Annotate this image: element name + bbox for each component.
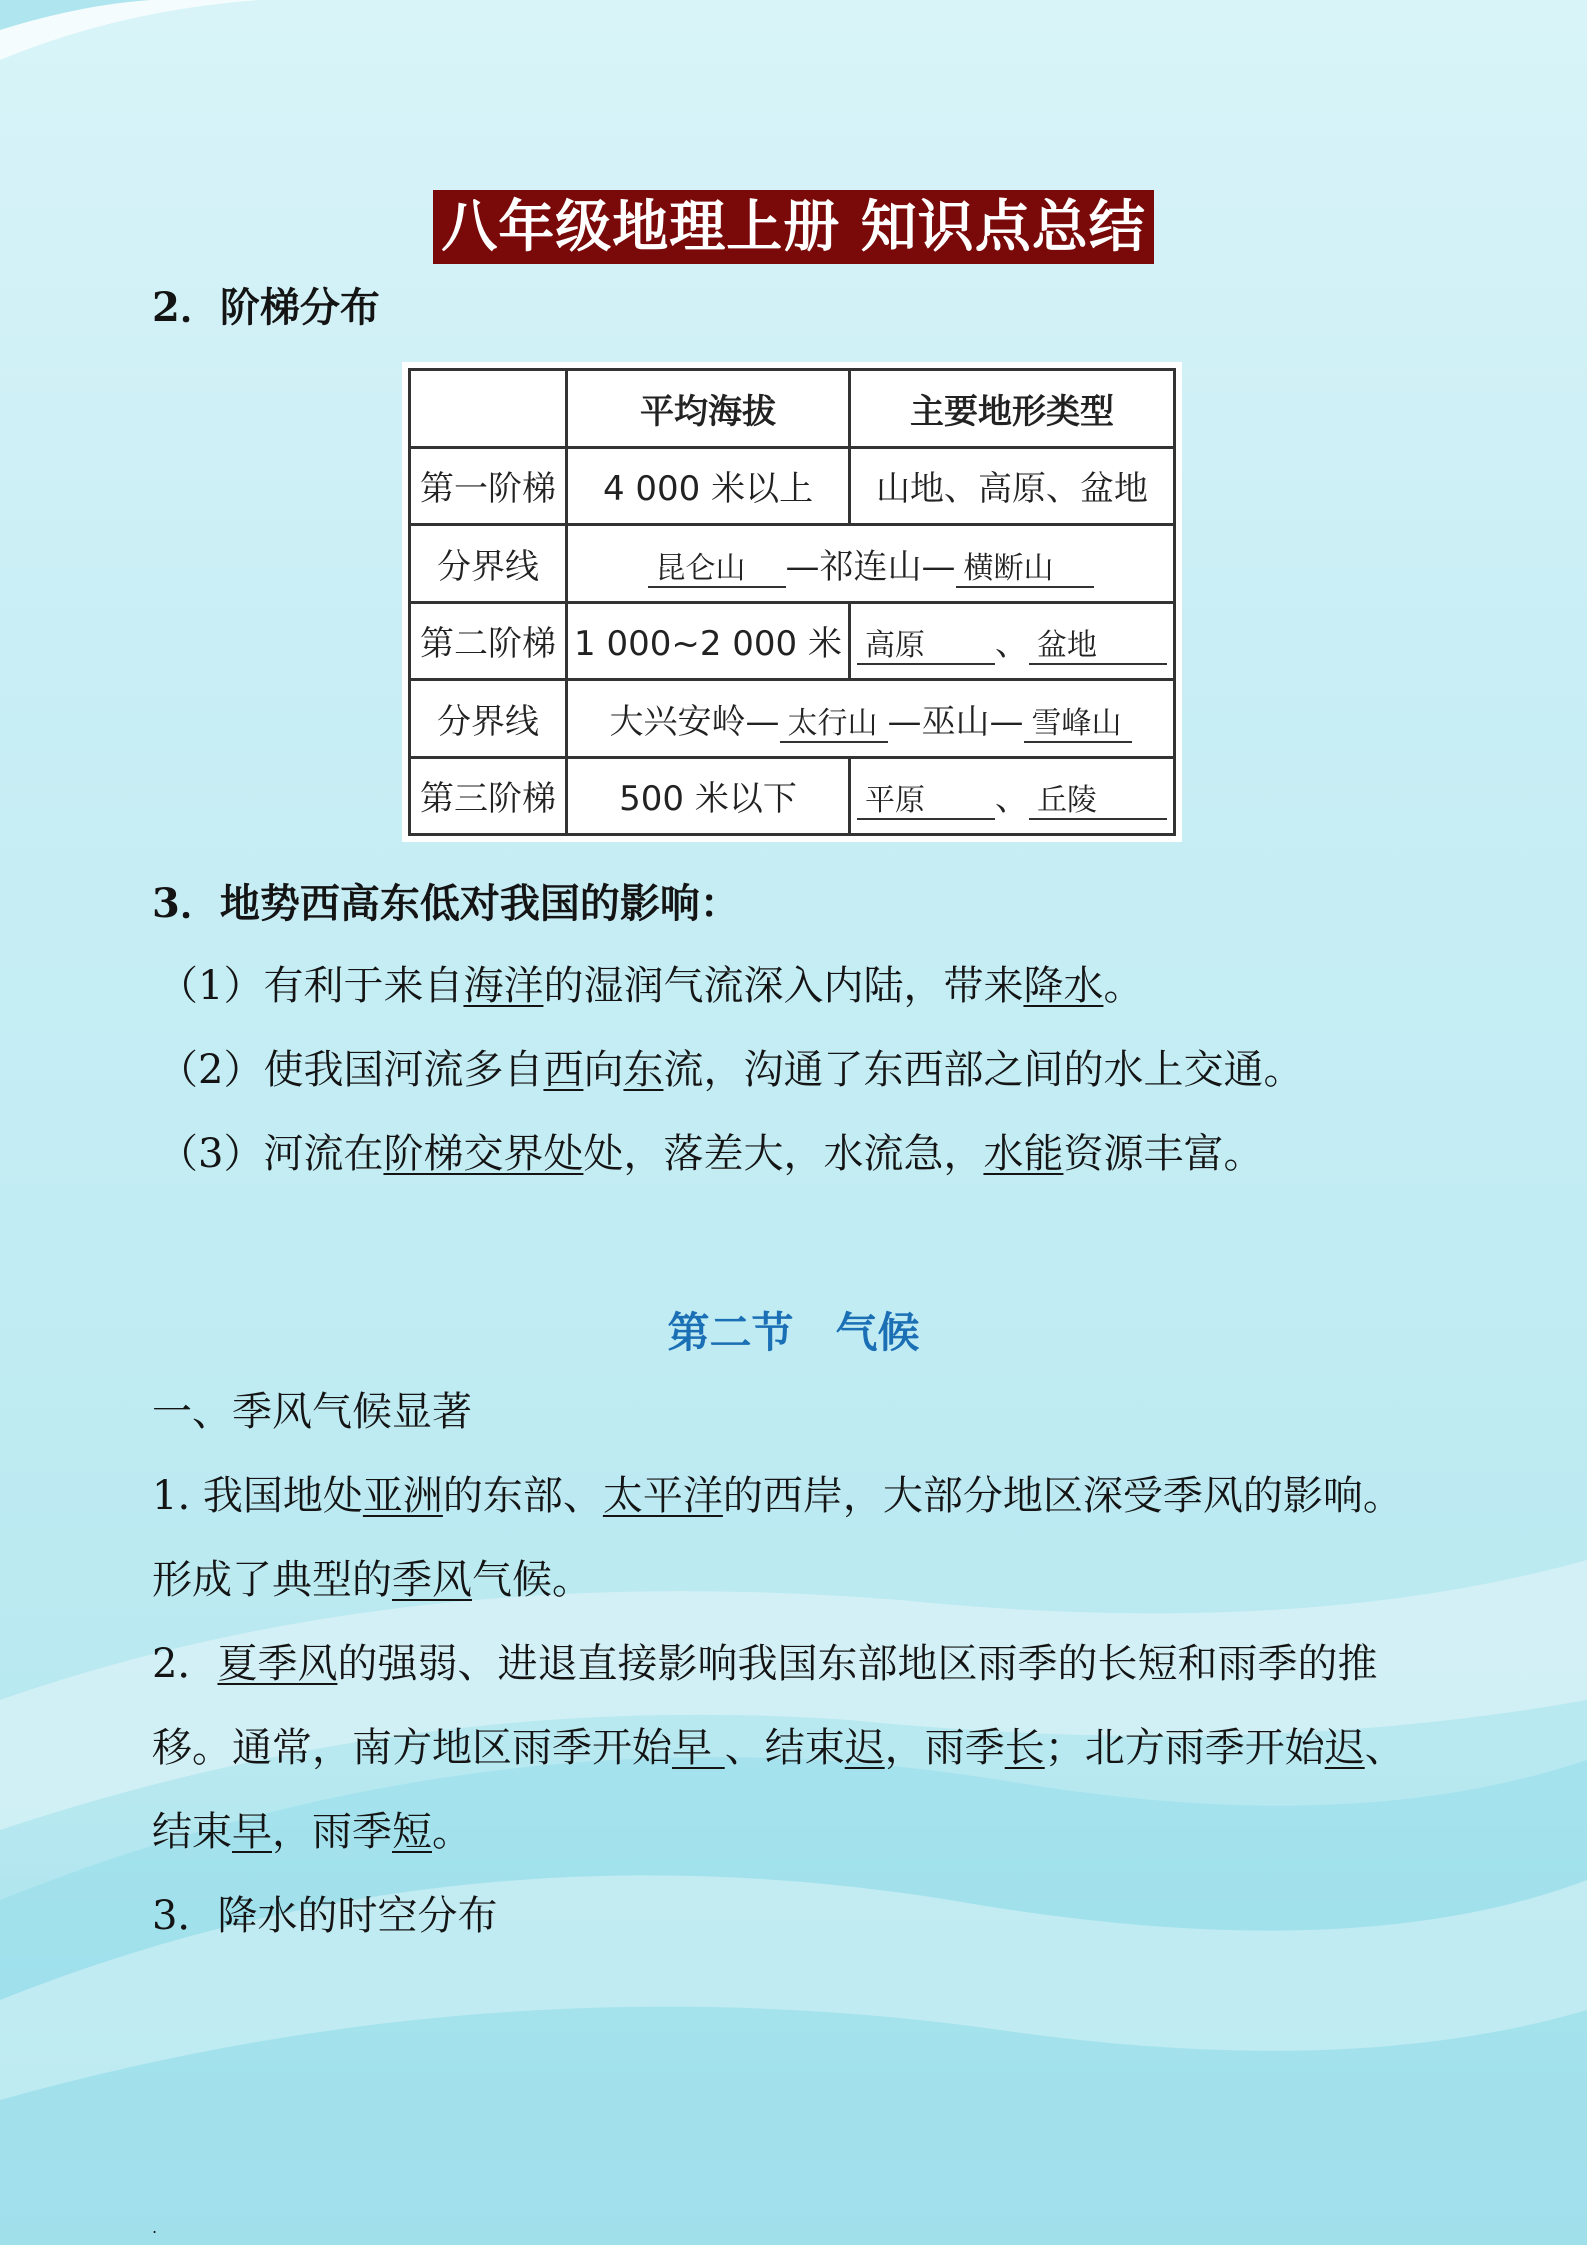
answer-blank: 东 (623, 1047, 664, 1093)
table-row-boundary2 (410, 680, 1175, 758)
step2-blank-b: 盆地 (1029, 629, 1167, 665)
boundary2-cell (567, 680, 1175, 758)
answer-blank: 亚洲 (362, 1473, 443, 1519)
answer-blank: 夏季风 (217, 1641, 338, 1687)
boundary2-blank-a: 太行山 (780, 707, 888, 743)
monsoon-sentence-3: 3．降水的时空分布 (152, 1893, 498, 1939)
step3-blank-b: 丘陵 (1029, 784, 1167, 820)
footer-dot: . (152, 2218, 158, 2237)
monsoon-sentence-1 (152, 1470, 1403, 1522)
step1-label: 第一阶梯 (410, 447, 567, 525)
text-run: （2）使我国河流多自 (158, 1047, 544, 1093)
boundary2-pre: 大兴安岭— (609, 701, 780, 742)
text-run: 结束 (152, 1809, 232, 1855)
page-title: 八年级地理上册 知识点总结 (433, 190, 1154, 264)
answer-blank: 降水 (1023, 963, 1104, 1009)
text-run: 移。通常，南方地区雨季开始 (152, 1725, 672, 1771)
step3-terrain (850, 757, 1175, 835)
step1-altitude: 4 000 米以上 (567, 447, 850, 525)
text-run: 资源丰富。 (1063, 1131, 1264, 1177)
text-run: 向 (583, 1047, 624, 1093)
step2-sep: 、 (995, 624, 1029, 665)
table-row-step1 (410, 447, 1175, 525)
table-header-terrain: 主要地形类型 (850, 370, 1175, 448)
step3-label: 第三阶梯 (410, 757, 567, 835)
text-run: 形成了典型的 (152, 1557, 392, 1603)
text-run: 、 (1364, 1725, 1405, 1771)
table-header-altitude: 平均海拔 (567, 370, 850, 448)
steps-heading: 2．阶梯分布 (152, 284, 380, 331)
influence-point-2 (158, 1044, 1303, 1096)
answer-blank: 太平洋 (602, 1473, 723, 1519)
text-run: 、结束 (724, 1725, 845, 1771)
boundary1-label: 分界线 (410, 525, 567, 603)
text-run: 处，落差大，水流急， (583, 1131, 984, 1177)
text-run: 气候。 (472, 1557, 592, 1603)
answer-blank: 长 (1004, 1725, 1045, 1771)
step3-altitude: 500 米以下 (567, 757, 850, 835)
table-header-row (410, 370, 1175, 448)
influence-heading: 3．地势西高东低对我国的影响： (152, 880, 740, 927)
boundary1-sep: —祁连山— (785, 546, 956, 587)
answer-blank: 早 (232, 1809, 272, 1855)
answer-blank: 阶梯交界处 (383, 1131, 584, 1177)
boundary2-sep: —巫山— (887, 701, 1024, 742)
answer-blank: 短 (392, 1809, 432, 1855)
monsoon-heading: 一、季风气候显著 (152, 1389, 472, 1435)
text-run: 流，沟通了东西部之间的水上交通。 (663, 1047, 1304, 1093)
influence-point-3 (158, 1128, 1263, 1180)
text-run: （1）有利于来自 (158, 963, 464, 1009)
text-run: 1. 我国地处 (152, 1473, 363, 1519)
text-run: 。 (1103, 963, 1144, 1009)
answer-blank: 迟 (1324, 1725, 1365, 1771)
text-run: 的强弱、进退直接影响我国东部地区雨季的长短和雨季的推 (337, 1641, 1378, 1687)
table-row-step2 (410, 602, 1175, 680)
table-row-step3 (410, 757, 1175, 835)
step1-terrain: 山地、高原、盆地 (850, 447, 1175, 525)
step2-blank-a: 高原 (857, 629, 995, 665)
steps-table-frame (402, 362, 1182, 842)
monsoon-sentence-1b (152, 1554, 592, 1606)
boundary2-label: 分界线 (410, 680, 567, 758)
text-run: ，雨季 (884, 1725, 1005, 1771)
text-run: 的西岸，大部分地区深受季风的影响。 (722, 1473, 1403, 1519)
influence-point-1 (158, 960, 1143, 1012)
text-run: 。 (432, 1809, 472, 1855)
table-header-blank (410, 370, 567, 448)
table-row-boundary1 (410, 525, 1175, 603)
step3-blank-a: 平原 (857, 784, 995, 820)
answer-blank: 西 (543, 1047, 584, 1093)
steps-table (408, 368, 1176, 836)
monsoon-sentence-2c (152, 1806, 472, 1858)
text-run: 的东部、 (442, 1473, 603, 1519)
boundary1-blank-a: 昆仑山 (648, 552, 786, 588)
step2-label: 第二阶梯 (410, 602, 567, 680)
text-run: ，雨季 (272, 1809, 392, 1855)
answer-blank: 季风 (392, 1557, 472, 1603)
title-wrap (0, 190, 1587, 264)
boundary1-cell (567, 525, 1175, 603)
boundary2-blank-b: 雪峰山 (1024, 707, 1132, 743)
answer-blank: 早 (672, 1725, 725, 1771)
section-title: 第二节 气候 (667, 1308, 920, 1357)
text-run: 2． (152, 1641, 218, 1687)
text-run: ；北方雨季开始 (1044, 1725, 1325, 1771)
text-run: （3）河流在 (158, 1131, 384, 1177)
answer-blank: 水能 (983, 1131, 1064, 1177)
monsoon-sentence-2b (152, 1722, 1405, 1774)
answer-blank: 海洋 (463, 963, 544, 1009)
step2-altitude: 1 000~2 000 米 (567, 602, 850, 680)
step2-terrain (850, 602, 1175, 680)
monsoon-sentence-2 (152, 1638, 1377, 1690)
answer-blank: 迟 (844, 1725, 885, 1771)
text-run: 的湿润气流深入内陆，带来 (543, 963, 1024, 1009)
step3-sep: 、 (995, 779, 1029, 820)
boundary1-blank-b: 横断山 (956, 552, 1094, 588)
